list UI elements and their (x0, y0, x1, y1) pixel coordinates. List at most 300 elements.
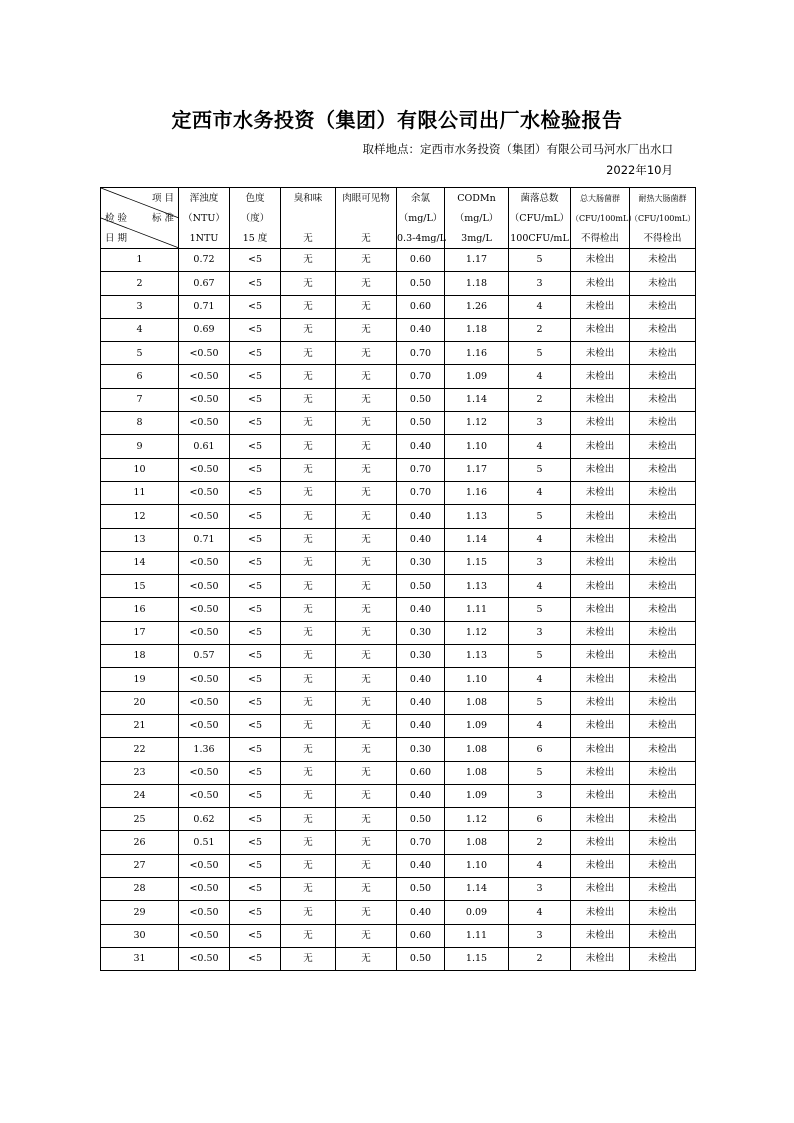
cell-residual-chlorine: 0.50 (397, 808, 445, 831)
cell-total-coliforms: 未检出 (571, 738, 630, 761)
header-standard: 无 (303, 232, 313, 244)
cell-visible-matter: 无 (336, 808, 397, 831)
cell-codmn: 1.14 (445, 388, 509, 411)
cell-codmn: 1.08 (445, 691, 509, 714)
cell-residual-chlorine: 0.50 (397, 947, 445, 970)
header-unit (281, 209, 335, 228)
header-standard: 100CFU/mL (510, 232, 569, 244)
header-standard: 3mg/L (461, 232, 492, 244)
cell-codmn: 1.15 (445, 551, 509, 574)
cell-visible-matter: 无 (336, 761, 397, 784)
header-turbidity (179, 188, 230, 249)
cell-color: <5 (230, 854, 281, 877)
cell-day: 13 (101, 528, 179, 551)
cell-total-coliforms: 未检出 (571, 249, 630, 272)
cell-odor-taste: 无 (281, 435, 336, 458)
cell-color: <5 (230, 691, 281, 714)
cell-turbidity: <0.50 (179, 761, 230, 784)
header-standard: 1NTU (189, 232, 219, 244)
table-row (101, 878, 696, 901)
cell-colony-count: 4 (509, 365, 571, 388)
table-row (101, 551, 696, 574)
cell-colony-count: 2 (509, 388, 571, 411)
cell-thermotolerant-coliforms: 未检出 (630, 528, 696, 551)
cell-odor-taste: 无 (281, 388, 336, 411)
cell-thermotolerant-coliforms: 未检出 (630, 388, 696, 411)
cell-color: <5 (230, 714, 281, 737)
cell-visible-matter: 无 (336, 854, 397, 877)
cell-total-coliforms: 未检出 (571, 621, 630, 644)
cell-residual-chlorine: 0.40 (397, 505, 445, 528)
cell-residual-chlorine: 0.40 (397, 901, 445, 924)
cell-codmn: 1.14 (445, 528, 509, 551)
cell-visible-matter: 无 (336, 621, 397, 644)
table-row (101, 714, 696, 737)
table-row (101, 761, 696, 784)
cell-day: 1 (101, 249, 179, 272)
cell-color: <5 (230, 645, 281, 668)
cell-codmn: 1.10 (445, 435, 509, 458)
cell-residual-chlorine: 0.40 (397, 318, 445, 341)
table-row (101, 388, 696, 411)
cell-colony-count: 5 (509, 691, 571, 714)
cell-codmn: 1.13 (445, 575, 509, 598)
cell-total-coliforms: 未检出 (571, 784, 630, 807)
corner-standard-label: 标 准 (151, 213, 174, 224)
header-name: 余氯 (410, 192, 430, 204)
cell-thermotolerant-coliforms: 未检出 (630, 854, 696, 877)
cell-thermotolerant-coliforms: 未检出 (630, 598, 696, 621)
cell-day: 29 (101, 901, 179, 924)
cell-thermotolerant-coliforms: 未检出 (630, 645, 696, 668)
cell-thermotolerant-coliforms: 未检出 (630, 505, 696, 528)
cell-thermotolerant-coliforms: 未检出 (630, 668, 696, 691)
cell-turbidity: 1.36 (179, 738, 230, 761)
cell-turbidity: 0.69 (179, 318, 230, 341)
cell-total-coliforms: 未检出 (571, 668, 630, 691)
cell-visible-matter: 无 (336, 901, 397, 924)
cell-visible-matter: 无 (336, 714, 397, 737)
cell-colony-count: 5 (509, 598, 571, 621)
cell-total-coliforms: 未检出 (571, 365, 630, 388)
cell-thermotolerant-coliforms: 未检出 (630, 342, 696, 365)
cell-total-coliforms: 未检出 (571, 505, 630, 528)
cell-colony-count: 3 (509, 924, 571, 947)
cell-total-coliforms: 未检出 (571, 831, 630, 854)
cell-colony-count: 4 (509, 901, 571, 924)
cell-odor-taste: 无 (281, 551, 336, 574)
cell-visible-matter: 无 (336, 318, 397, 341)
cell-residual-chlorine: 0.60 (397, 295, 445, 318)
cell-color: <5 (230, 668, 281, 691)
cell-visible-matter: 无 (336, 412, 397, 435)
cell-turbidity: <0.50 (179, 365, 230, 388)
cell-residual-chlorine: 0.50 (397, 575, 445, 598)
header-unit: （CFU/mL） (509, 212, 570, 224)
cell-color: <5 (230, 761, 281, 784)
header-name: CODMn (457, 192, 496, 204)
header-name: 臭和味 (293, 192, 323, 204)
cell-thermotolerant-coliforms: 未检出 (630, 714, 696, 737)
cell-day: 12 (101, 505, 179, 528)
cell-total-coliforms: 未检出 (571, 854, 630, 877)
header-colony-count (509, 188, 571, 249)
water-quality-table (100, 187, 696, 971)
header-standard: 15 度 (242, 232, 268, 244)
cell-total-coliforms: 未检出 (571, 528, 630, 551)
cell-visible-matter: 无 (336, 481, 397, 504)
cell-thermotolerant-coliforms: 未检出 (630, 924, 696, 947)
table-row (101, 808, 696, 831)
cell-color: <5 (230, 388, 281, 411)
cell-odor-taste: 无 (281, 784, 336, 807)
table-row (101, 854, 696, 877)
table-row (101, 598, 696, 621)
cell-turbidity: <0.50 (179, 947, 230, 970)
header-unit: （NTU） (183, 212, 225, 224)
cell-codmn: 1.11 (445, 598, 509, 621)
cell-colony-count: 4 (509, 528, 571, 551)
cell-visible-matter: 无 (336, 878, 397, 901)
cell-total-coliforms: 未检出 (571, 947, 630, 970)
cell-color: <5 (230, 575, 281, 598)
cell-color: <5 (230, 249, 281, 272)
cell-codmn: 1.16 (445, 342, 509, 365)
cell-day: 21 (101, 714, 179, 737)
cell-total-coliforms: 未检出 (571, 388, 630, 411)
cell-turbidity: <0.50 (179, 784, 230, 807)
cell-color: <5 (230, 598, 281, 621)
table-row (101, 318, 696, 341)
cell-day: 25 (101, 808, 179, 831)
cell-day: 9 (101, 435, 179, 458)
cell-colony-count: 5 (509, 458, 571, 481)
cell-thermotolerant-coliforms: 未检出 (630, 738, 696, 761)
cell-odor-taste: 无 (281, 714, 336, 737)
table-row (101, 831, 696, 854)
cell-odor-taste: 无 (281, 481, 336, 504)
cell-thermotolerant-coliforms: 未检出 (630, 947, 696, 970)
cell-color: <5 (230, 412, 281, 435)
cell-residual-chlorine: 0.60 (397, 924, 445, 947)
cell-total-coliforms: 未检出 (571, 691, 630, 714)
cell-turbidity: 0.51 (179, 831, 230, 854)
cell-colony-count: 5 (509, 645, 571, 668)
cell-color: <5 (230, 621, 281, 644)
cell-day: 10 (101, 458, 179, 481)
cell-odor-taste: 无 (281, 412, 336, 435)
header-standard: 不得检出 (643, 232, 682, 244)
cell-odor-taste: 无 (281, 808, 336, 831)
table-row (101, 528, 696, 551)
sampling-location: 取样地点：定西市水务投资（集团）有限公司马河水厂出水口 (362, 142, 673, 156)
cell-thermotolerant-coliforms: 未检出 (630, 761, 696, 784)
cell-day: 18 (101, 645, 179, 668)
header-unit (336, 209, 396, 228)
cell-odor-taste: 无 (281, 528, 336, 551)
cell-total-coliforms: 未检出 (571, 645, 630, 668)
cell-color: <5 (230, 924, 281, 947)
cell-day: 16 (101, 598, 179, 621)
header-unit: （CFU/100mL） (630, 213, 696, 223)
cell-codmn: 1.11 (445, 924, 509, 947)
cell-turbidity: <0.50 (179, 575, 230, 598)
cell-total-coliforms: 未检出 (571, 458, 630, 481)
cell-odor-taste: 无 (281, 505, 336, 528)
cell-visible-matter: 无 (336, 528, 397, 551)
cell-turbidity: <0.50 (179, 388, 230, 411)
cell-colony-count: 2 (509, 947, 571, 970)
cell-odor-taste: 无 (281, 738, 336, 761)
cell-colony-count: 4 (509, 295, 571, 318)
cell-codmn: 1.10 (445, 854, 509, 877)
cell-colony-count: 4 (509, 714, 571, 737)
cell-thermotolerant-coliforms: 未检出 (630, 365, 696, 388)
cell-visible-matter: 无 (336, 435, 397, 458)
cell-total-coliforms: 未检出 (571, 598, 630, 621)
corner-date-label: 日 期 (105, 233, 128, 244)
cell-visible-matter: 无 (336, 388, 397, 411)
cell-residual-chlorine: 0.50 (397, 412, 445, 435)
cell-color: <5 (230, 295, 281, 318)
cell-color: <5 (230, 458, 281, 481)
header-name: 菌落总数 (520, 192, 559, 204)
cell-colony-count: 3 (509, 412, 571, 435)
table-row (101, 947, 696, 970)
cell-day: 23 (101, 761, 179, 784)
cell-odor-taste: 无 (281, 831, 336, 854)
cell-day: 7 (101, 388, 179, 411)
cell-colony-count: 3 (509, 784, 571, 807)
cell-residual-chlorine: 0.40 (397, 854, 445, 877)
cell-color: <5 (230, 808, 281, 831)
cell-residual-chlorine: 0.60 (397, 761, 445, 784)
cell-turbidity: 0.62 (179, 808, 230, 831)
table-header-row (101, 188, 696, 249)
cell-visible-matter: 无 (336, 249, 397, 272)
cell-residual-chlorine: 0.70 (397, 831, 445, 854)
cell-turbidity: <0.50 (179, 924, 230, 947)
cell-total-coliforms: 未检出 (571, 575, 630, 598)
header-color (230, 188, 281, 249)
cell-day: 5 (101, 342, 179, 365)
cell-visible-matter: 无 (336, 272, 397, 295)
report-title: 定西市水务投资（集团）有限公司出厂水检验报告 (171, 108, 623, 132)
table-row (101, 365, 696, 388)
cell-residual-chlorine: 0.60 (397, 249, 445, 272)
corner-inspect-label: 检 验 (105, 213, 128, 224)
cell-codmn: 0.09 (445, 901, 509, 924)
cell-residual-chlorine: 0.50 (397, 878, 445, 901)
header-standard: 不得检出 (580, 232, 619, 244)
cell-codmn: 1.18 (445, 318, 509, 341)
cell-codmn: 1.13 (445, 505, 509, 528)
cell-thermotolerant-coliforms: 未检出 (630, 901, 696, 924)
table-row (101, 575, 696, 598)
cell-day: 15 (101, 575, 179, 598)
cell-codmn: 1.13 (445, 645, 509, 668)
cell-total-coliforms: 未检出 (571, 714, 630, 737)
table-row (101, 691, 696, 714)
table-row (101, 295, 696, 318)
header-standard: 无 (361, 232, 371, 244)
cell-thermotolerant-coliforms: 未检出 (630, 784, 696, 807)
cell-residual-chlorine: 0.40 (397, 528, 445, 551)
cell-codmn: 1.15 (445, 947, 509, 970)
cell-total-coliforms: 未检出 (571, 761, 630, 784)
cell-colony-count: 3 (509, 878, 571, 901)
cell-color: <5 (230, 318, 281, 341)
cell-visible-matter: 无 (336, 738, 397, 761)
cell-color: <5 (230, 435, 281, 458)
cell-day: 27 (101, 854, 179, 877)
report-date: 2022年10月 (606, 163, 673, 177)
cell-total-coliforms: 未检出 (571, 808, 630, 831)
cell-thermotolerant-coliforms: 未检出 (630, 621, 696, 644)
table-row (101, 249, 696, 272)
table-row (101, 458, 696, 481)
cell-day: 26 (101, 831, 179, 854)
cell-total-coliforms: 未检出 (571, 342, 630, 365)
cell-visible-matter: 无 (336, 645, 397, 668)
cell-turbidity: <0.50 (179, 598, 230, 621)
cell-total-coliforms: 未检出 (571, 272, 630, 295)
cell-residual-chlorine: 0.50 (397, 272, 445, 295)
cell-turbidity: <0.50 (179, 505, 230, 528)
cell-odor-taste: 无 (281, 598, 336, 621)
cell-codmn: 1.09 (445, 365, 509, 388)
cell-colony-count: 3 (509, 551, 571, 574)
cell-turbidity: 0.67 (179, 272, 230, 295)
cell-codmn: 1.08 (445, 831, 509, 854)
cell-visible-matter: 无 (336, 458, 397, 481)
cell-thermotolerant-coliforms: 未检出 (630, 691, 696, 714)
cell-turbidity: <0.50 (179, 668, 230, 691)
cell-odor-taste: 无 (281, 272, 336, 295)
cell-color: <5 (230, 505, 281, 528)
cell-thermotolerant-coliforms: 未检出 (630, 575, 696, 598)
header-name: 浑浊度 (189, 192, 219, 204)
cell-thermotolerant-coliforms: 未检出 (630, 435, 696, 458)
header-name: 色度 (245, 192, 265, 204)
header-visible-matter (336, 188, 397, 249)
cell-residual-chlorine: 0.40 (397, 714, 445, 737)
cell-residual-chlorine: 0.70 (397, 458, 445, 481)
cell-colony-count: 4 (509, 668, 571, 691)
cell-day: 11 (101, 481, 179, 504)
cell-total-coliforms: 未检出 (571, 435, 630, 458)
cell-codmn: 1.17 (445, 249, 509, 272)
cell-total-coliforms: 未检出 (571, 318, 630, 341)
cell-turbidity: <0.50 (179, 714, 230, 737)
cell-codmn: 1.12 (445, 621, 509, 644)
table-row (101, 645, 696, 668)
header-odor-taste (281, 188, 336, 249)
cell-thermotolerant-coliforms: 未检出 (630, 551, 696, 574)
header-codmn (445, 188, 509, 249)
header-unit: （mg/L） (454, 212, 499, 224)
cell-color: <5 (230, 901, 281, 924)
cell-odor-taste: 无 (281, 854, 336, 877)
cell-residual-chlorine: 0.40 (397, 598, 445, 621)
cell-color: <5 (230, 831, 281, 854)
cell-color: <5 (230, 551, 281, 574)
cell-total-coliforms: 未检出 (571, 412, 630, 435)
cell-visible-matter: 无 (336, 947, 397, 970)
cell-day: 4 (101, 318, 179, 341)
cell-color: <5 (230, 272, 281, 295)
cell-thermotolerant-coliforms: 未检出 (630, 878, 696, 901)
cell-odor-taste: 无 (281, 901, 336, 924)
header-unit: （度） (240, 212, 270, 224)
cell-color: <5 (230, 738, 281, 761)
cell-total-coliforms: 未检出 (571, 551, 630, 574)
cell-turbidity: <0.50 (179, 878, 230, 901)
table-row (101, 435, 696, 458)
cell-odor-taste: 无 (281, 295, 336, 318)
table-row (101, 901, 696, 924)
cell-thermotolerant-coliforms: 未检出 (630, 295, 696, 318)
table-row (101, 342, 696, 365)
cell-color: <5 (230, 481, 281, 504)
cell-odor-taste: 无 (281, 761, 336, 784)
cell-turbidity: <0.50 (179, 691, 230, 714)
cell-day: 19 (101, 668, 179, 691)
cell-codmn: 1.14 (445, 878, 509, 901)
cell-residual-chlorine: 0.40 (397, 784, 445, 807)
cell-thermotolerant-coliforms: 未检出 (630, 831, 696, 854)
cell-colony-count: 4 (509, 575, 571, 598)
cell-odor-taste: 无 (281, 878, 336, 901)
cell-visible-matter: 无 (336, 551, 397, 574)
cell-day: 30 (101, 924, 179, 947)
cell-day: 17 (101, 621, 179, 644)
cell-codmn: 1.08 (445, 761, 509, 784)
cell-odor-taste: 无 (281, 668, 336, 691)
cell-day: 3 (101, 295, 179, 318)
header-name: 耐热大肠菌群 (638, 193, 687, 203)
cell-visible-matter: 无 (336, 342, 397, 365)
cell-thermotolerant-coliforms: 未检出 (630, 412, 696, 435)
cell-colony-count: 4 (509, 481, 571, 504)
header-residual-chlorine (397, 188, 445, 249)
cell-turbidity: 0.61 (179, 435, 230, 458)
header-standard: 0.3-4mg/L (397, 232, 446, 244)
cell-visible-matter: 无 (336, 505, 397, 528)
cell-residual-chlorine: 0.30 (397, 551, 445, 574)
cell-day: 8 (101, 412, 179, 435)
cell-turbidity: <0.50 (179, 854, 230, 877)
cell-turbidity: <0.50 (179, 412, 230, 435)
table-row (101, 505, 696, 528)
cell-codmn: 1.16 (445, 481, 509, 504)
header-total-coliforms (571, 188, 637, 249)
table-row (101, 621, 696, 644)
corner-item-label: 项 目 (151, 193, 174, 204)
cell-codmn: 1.09 (445, 714, 509, 737)
cell-visible-matter: 无 (336, 668, 397, 691)
cell-codmn: 1.09 (445, 784, 509, 807)
cell-total-coliforms: 未检出 (571, 878, 630, 901)
cell-codmn: 1.26 (445, 295, 509, 318)
cell-total-coliforms: 未检出 (571, 901, 630, 924)
cell-turbidity: <0.50 (179, 342, 230, 365)
cell-colony-count: 5 (509, 249, 571, 272)
header-name: 总大肠菌群 (580, 193, 620, 203)
cell-residual-chlorine: 0.70 (397, 481, 445, 504)
cell-thermotolerant-coliforms: 未检出 (630, 318, 696, 341)
cell-colony-count: 4 (509, 854, 571, 877)
